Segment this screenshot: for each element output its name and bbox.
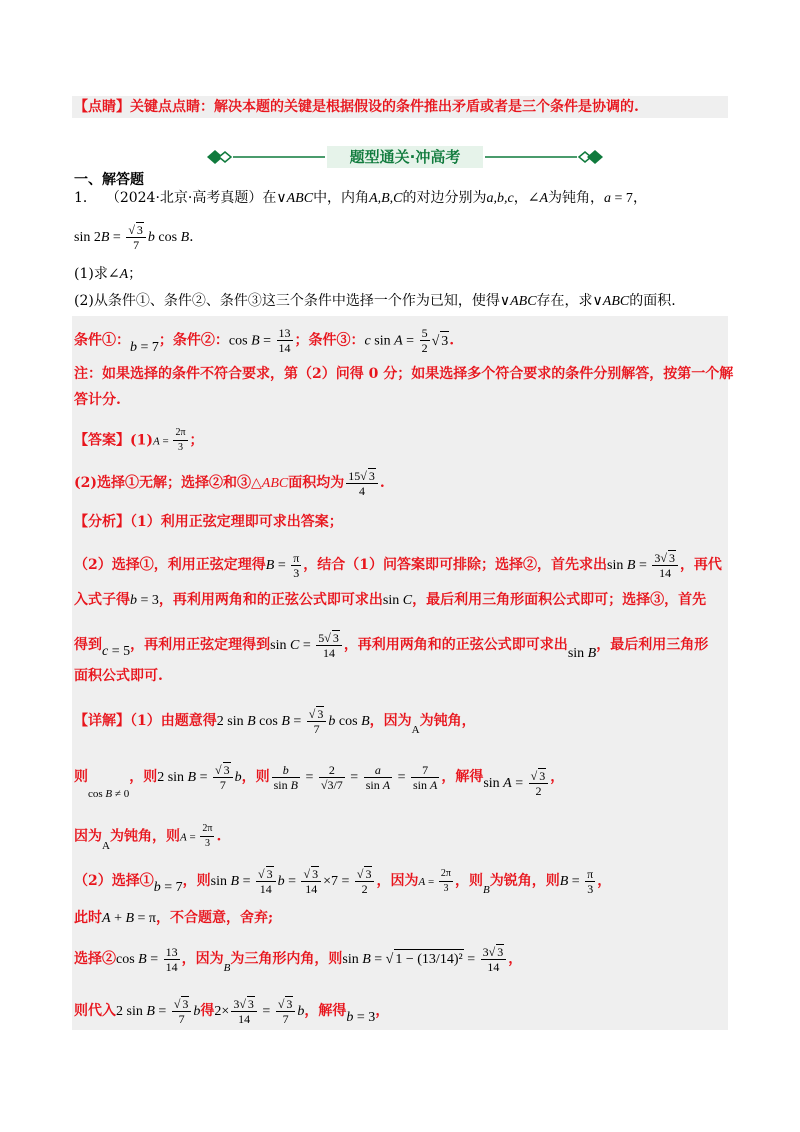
- tip-label: 【点睛】: [74, 99, 130, 115]
- analysis-line-2: （2）选择①，利用正弦定理得B = $\frac{\pi}{3}$ ，结合（1）问答案即可排除；选择②，首先求出sin B = $\frac{3√ 3}{14}$ ，再代: [74, 550, 722, 580]
- detail-line-5: 此时A + B = π，不合题意，舍弃;: [74, 910, 274, 926]
- analysis-line-1: 【分析】（1）利用正弦定理即可求出答案；: [74, 514, 343, 530]
- note-line-1: 注：如果选择的条件不符合要求，第（2）问得 0 分；如果选择多个符合要求的条件分别解答，按第一个解: [74, 366, 734, 382]
- detail-line-6: 选择②cos B = $\frac{13}{14}$ ，因为$_B$为三角形内角，则sin B = √ 1 − (13/14)² = $\frac{3√ 3}{14}$ ，: [74, 944, 523, 974]
- analysis-line-5: 面积公式即可.: [74, 668, 163, 684]
- problem-line-1: 1． （2024·北京·高考真题）在∨ABC中，内角A,B,C的对边分别为a,b,c，∠A为钝角，a = 7，: [74, 190, 647, 206]
- question-1: (1)求∠A；: [74, 266, 143, 282]
- conditions-line: 条件①：b = 7；条件②：cos B = $\frac{13}{14}$ ；条件③：c sin A = $\frac{5}{2}$ √ 3.: [74, 326, 455, 355]
- section-title: 题型通关·冲高考: [327, 146, 483, 168]
- analysis-line-3: 入式子得b = 3，再利用两角和的正弦公式即可求出sin C，最后利用三角形面积公式即可；选择③，首先: [74, 592, 707, 608]
- detail-line-7: 则代入2 sin B = $\frac{√ 3}{7}$ b得2× $\frac{3√ 3}{14}$ = $\frac{√ 3}{7}$ b，解得b = 3，: [74, 997, 390, 1026]
- detail-line-4: （2）选择①b = 7，则sin B = $\frac{√ 3}{14}$ b = $\frac{√ 3}{14}$ ×7 = $\frac{√ 3}{2}$ ，因为A = $\frac{2\pi}{3}$ ，则$_B$为锐角，则B = $\frac{\pi}{3}$ ，: [74, 866, 612, 896]
- tip-text: 关键点点睛：解决本题的关键是根据假设的条件推出矛盾或者是三个条件是协调的.: [130, 99, 639, 115]
- note-line-2: 答计分.: [74, 392, 121, 408]
- detail-line-2: 则$_{cos B \ne 0}$，则2 sin B = $\frac{√ 3}{7}$ b，则 $\frac{b}{\text{sin B}}$ = $\frac{2}{√3/7}$ = $\frac{a}{\text{sin A}}$ = $\frac{7}{\text{sin A}}$ ，解得sin A = $\frac{√ 3}{2}$ ，: [74, 762, 565, 800]
- question-2: (2)从条件①、条件②、条件③这三个条件中选择一个作为已知，使得∨ABC存在，求∨ABC的面积.: [74, 293, 676, 309]
- analysis-line-4: 得到c = 5，再利用正弦定理得到sin C = $\frac{5√ 3}{14}$ ，再利用两角和的正弦公式即可求出sin B，最后利用三角形: [74, 631, 709, 661]
- detail-line-1: 【详解】（1）由题意得2 sin B cos B = $\frac{√ 3}{7}$ b cos B，因为$_A$为钝角，: [74, 707, 476, 736]
- section-heading: 一、解答题: [74, 172, 144, 188]
- answer-line-1: 【答案】(1)A = $\frac{2\pi}{3}$ ；: [74, 427, 204, 453]
- tip-line: [74, 97, 639, 117]
- detail-line-3: 因为$_A$为钝角，则A = $\frac{2\pi}{3}$ .: [74, 823, 222, 852]
- answer-line-2: (2)选择①无解；选择②和③△ABC面积均为 $\frac{15√ 3}{4}$ .: [74, 469, 385, 498]
- problem-equation: sin 2B = $\frac{√ 3}{7}$ b cos B.: [74, 223, 194, 252]
